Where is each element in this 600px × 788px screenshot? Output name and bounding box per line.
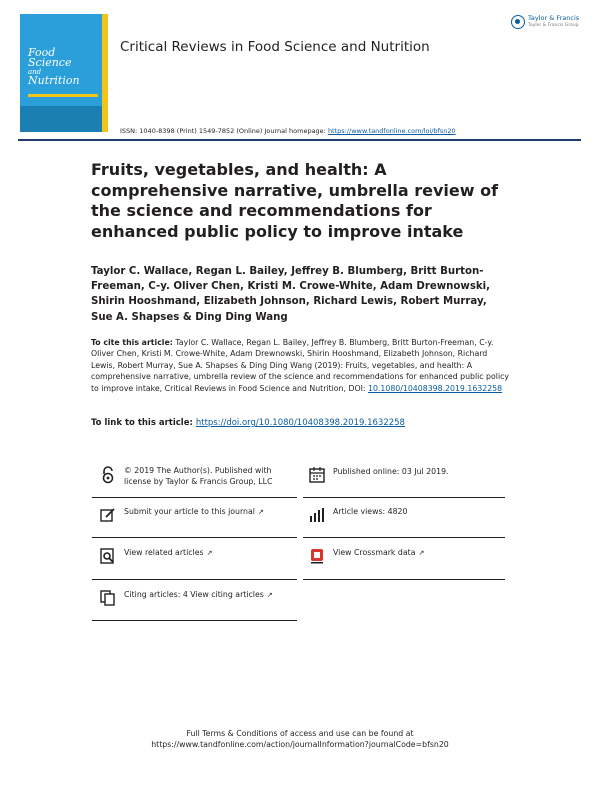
submit-article-link[interactable]: Submit your article to this journal bbox=[124, 507, 255, 516]
citing-row[interactable] bbox=[100, 590, 290, 606]
cover-title-line: Food bbox=[28, 46, 56, 59]
publisher-logo-icon bbox=[511, 15, 525, 29]
external-link-icon: ↗ bbox=[257, 508, 264, 516]
row-divider bbox=[303, 579, 505, 580]
cover-title-line: Science bbox=[28, 56, 72, 69]
calendar-icon bbox=[309, 467, 325, 483]
citing-articles-icon bbox=[100, 590, 116, 606]
header-divider bbox=[18, 139, 581, 141]
submit-row[interactable] bbox=[100, 507, 290, 523]
cover-stripe bbox=[28, 94, 98, 97]
journal-cover bbox=[20, 14, 108, 132]
bar-chart-icon bbox=[309, 507, 325, 523]
crossmark-icon bbox=[309, 548, 325, 564]
external-link-icon: ↗ bbox=[418, 549, 425, 557]
crossmark-row[interactable] bbox=[309, 548, 499, 564]
cover-bottom-band bbox=[20, 106, 102, 132]
related-row[interactable] bbox=[100, 548, 290, 564]
citing-articles-link[interactable]: Citing articles: 4 View citing articles bbox=[124, 590, 264, 599]
publisher-name: Taylor & Francis bbox=[528, 14, 580, 22]
related-articles-icon bbox=[100, 548, 116, 564]
article-title: Fruits, vegetables, and health: A comprehensive narrative, umbrella review of the science and recommendations for enhanced public policy to improve intake bbox=[91, 160, 499, 241]
article-views: Article views: 4820 bbox=[333, 507, 408, 516]
article-authors: Taylor C. Wallace, Regan L. Bailey, Jeffrey B. Blumberg, Britt Burton-Freeman, C-y. Oliver Chen, Kristi M. Crowe-White, Adam Drewnowski, Shirin Hooshmand, Elizabeth Johnson, Richard Lewis, Robert Murray, Sue A. Shapses & Ding Ding Wang bbox=[91, 266, 491, 323]
row-divider bbox=[92, 579, 297, 580]
views-row bbox=[309, 507, 499, 523]
license-text: © 2019 The Author(s). Published with license by Taylor & Francis Group, LLC bbox=[124, 466, 273, 486]
citation-block bbox=[91, 337, 511, 394]
issn-line bbox=[120, 127, 456, 135]
publisher-group: Taylor & Francis Group bbox=[528, 23, 579, 28]
row-divider bbox=[303, 497, 505, 498]
external-link-icon: ↗ bbox=[266, 591, 273, 599]
footer bbox=[0, 728, 600, 750]
cover-title bbox=[28, 48, 100, 86]
row-divider bbox=[303, 537, 505, 538]
link-label: To link to this article: bbox=[91, 418, 196, 428]
citation-text: Taylor C. Wallace, Regan L. Bailey, Jeffrey B. Blumberg, Britt Burton-Freeman, C-y. Oliver Chen, Kristi M. Crowe-White, Adam Drewnowski, Shirin Hooshmand, Elizabeth Johnson, Richard Lewis, Robert Murray, Sue A. Shapses & Ding Ding Wang (2019): Fruits, vegetables, and health: A comprehensive narrative, umbrella review of the science and recommendations for enhanced public policy to improve intake, Critical Reviews in Food Science and Nutrition, DOI: bbox=[91, 338, 510, 393]
crossmark-link[interactable]: View Crossmark data bbox=[333, 548, 416, 557]
published-date: Published online: 03 Jul 2019. bbox=[333, 467, 449, 476]
publisher-logo[interactable] bbox=[511, 15, 579, 29]
cover-title-line: Nutrition bbox=[28, 74, 80, 87]
related-articles-link[interactable]: View related articles bbox=[124, 548, 204, 557]
published-row bbox=[309, 467, 499, 483]
journal-name: Critical Reviews in Food Science and Nutrition bbox=[120, 39, 430, 55]
external-link-icon: ↗ bbox=[206, 549, 213, 557]
journal-homepage-link[interactable]: https://www.tandfonline.com/loi/bfsn20 bbox=[327, 127, 456, 135]
footer-terms-link[interactable]: https://www.tandfonline.com/action/journalInformation?journalCode=bfsn20 bbox=[151, 740, 449, 749]
issn-text: ISSN: 1040-8398 (Print) 1549-7852 (Online) Journal homepage: bbox=[120, 127, 328, 135]
cover-title-line: and bbox=[28, 68, 42, 76]
row-divider bbox=[92, 497, 297, 498]
citation-label: To cite this article: bbox=[91, 338, 173, 347]
license-row bbox=[100, 466, 280, 487]
doi-link[interactable]: 10.1080/10408398.2019.1632258 bbox=[368, 383, 503, 393]
row-divider bbox=[92, 620, 297, 621]
row-divider bbox=[92, 537, 297, 538]
article-url-link[interactable]: https://doi.org/10.1080/10408398.2019.1632258 bbox=[195, 418, 405, 428]
article-link-line bbox=[91, 418, 405, 428]
footer-terms-text: Full Terms & Conditions of access and use can be found at bbox=[186, 729, 414, 738]
edit-icon bbox=[100, 507, 116, 523]
open-access-icon bbox=[100, 466, 116, 482]
